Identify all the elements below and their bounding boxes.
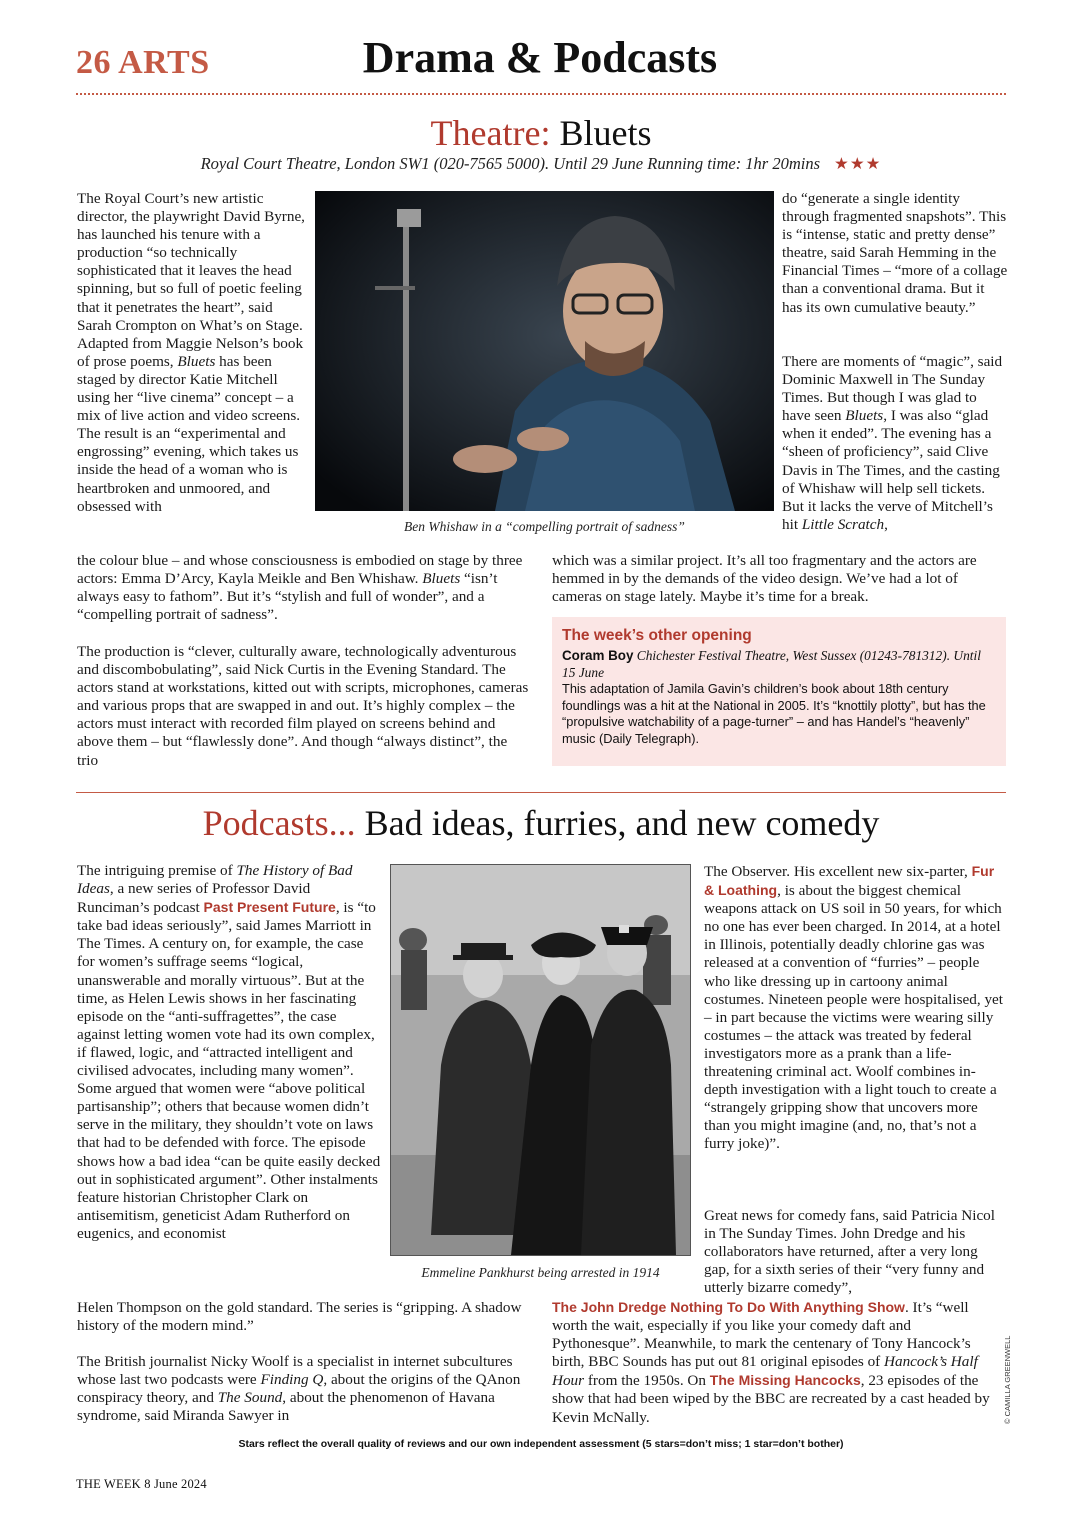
theatre-photo xyxy=(315,191,774,511)
section-divider xyxy=(76,792,1006,793)
pankhurst-arrest-photo xyxy=(391,865,690,1255)
podcasts-kicker: Podcasts... xyxy=(202,803,356,843)
theatre-col-left-lower: The production is “clever, culturally aware, technologically adventurous and discombobulating”, said Nick Curtis in the Evening Standard. The actors stand at workstations, kitted out with scripts, microphones, cameras and various props that are swapped in and out. It’s highly complex – the actors must interact with recorded film played on screens behind and above them – but “flawlessly done”. And though “always distinct”, the trio xyxy=(77,643,529,769)
theatre-photo-caption: Ben Whishaw in a “compelling portrait of sadness” xyxy=(404,519,685,534)
theatre-col-left: The Royal Court’s new artistic director, the playwright David Byrne, has launched his tenure with a production “so technically sophisticated that it leaves the head spinning, but so full of poetic feeling that it penetrates the heart”, said Sarah Crompton on What’s on Stage. Adapted from Maggie Nelson’s book of prose poems, Bluets has been staged by director Katie Mitchell using her “live cinema” concept – a mix of live action and video screens. The result is an “experimental and engrossing” evening, which takes us inside the head of a woman who is heartbroken and unmoored, and obsessed with xyxy=(77,190,305,515)
podcasts-title: Bad ideas, furries, and new comedy xyxy=(355,803,880,843)
podcasts-headline xyxy=(76,802,1006,844)
theatre-venue-details: Royal Court Theatre, London SW1 (020-7565 5000). Until 29 June Running time: 1hr 20mins xyxy=(200,154,821,173)
theatre-details xyxy=(76,154,1006,174)
theatre-kicker: Theatre: xyxy=(430,113,551,153)
other-opening-listing xyxy=(562,647,996,681)
stars-note: Stars reflect the overall quality of reviews and our own independent assessment (5 stars=don’t miss; 1 star=don’t bother) xyxy=(238,1438,844,1450)
theatre-col-right: do “generate a single identity through fragmented snapshots”. This is “intense, static and pretty dense” theatre, said Sarah Hemming in the Financial Times – “more of a collage than a conventional drama. But it has its own cumulative beauty.” xyxy=(782,190,1008,316)
link-john-dredge[interactable]: The John Dredge Nothing To Do With Anything Show xyxy=(552,1299,905,1315)
link-fur-loathing[interactable]: Fur & Loathing xyxy=(704,863,995,899)
link-past-present-future[interactable]: Past Present Future xyxy=(203,899,336,916)
theatre-headline xyxy=(76,112,1006,154)
other-opening-box xyxy=(552,617,1006,766)
podcast-photo-caption: Emmeline Pankhurst being arrested in 1914 xyxy=(421,1265,660,1280)
rating-stars: ★★★ xyxy=(834,154,882,173)
theatre-col-right-lower: There are moments of “magic”, said Dominic Maxwell in The Sunday Times. But though I was glad to have seen Bluets, I was also “glad when it ended”. The evening has a “sheen of proficiency”, said Clive Davis in The Times, and the casting of Whishaw will help sell tickets. But it lacks the verve of Mitchell’s hit Little Scratch, xyxy=(782,353,1003,533)
page-footer: THE WEEK 8 June 2024 xyxy=(76,1477,207,1491)
podcasts-col-left-lower: The British journalist Nicky Woolf is a specialist in internet subcultures whose last two podcasts were Finding Q, about the origins of the QAnon conspiracy theory, and The Sound, about the phenomenon of Havana syndrome, said Miranda Sawyer in xyxy=(77,1353,521,1425)
photo-credit: © CAMILLA GREENWELL xyxy=(1003,1335,1012,1424)
other-opening-show: Coram Boy xyxy=(562,648,634,663)
header-rule xyxy=(76,93,1006,95)
section-title: Drama & Podcasts xyxy=(362,33,718,82)
ben-whishaw-photo xyxy=(315,191,774,511)
podcasts-col-right: The Observer. His excellent new six-parter, Fur & Loathing, is about the biggest chemical weapons attack on US soil in 50 years, for which no one has ever been charged. In 2014, at a hotel in Illinois, potentially deadly chlorine gas was released at a convention of “furries” – people who like dressing up in cartoony animal costumes. Nineteen people were hospitalised, yet – in part because the victims were wearing silly costumes – the attack was treated by federal investigators more as a prank than a life-threatening criminal act. Woolf combines in-depth investigation with a light touch to create a “strangely gripping show that uncovers more than you might imagine (and, no, that’s not a furry joke)”. xyxy=(704,863,1004,1153)
podcasts-col-left: The intriguing premise of The History of Bad Ideas, a new series of Professor David Runciman’s podcast Past Present Future, is “to take bad ideas seriously”, said James Marriott in The Times. A century on, for example, the case for women’s suffrage seems “logical, unanswerable and morally virtuous”. But at the time, as Helen Lewis shows in her fascinating episode on the “anti-suffragettes”, the case against letting women vote had its own complex, if flawed, logic, and “attracted intelligent and civilised advocates, including many women”. Some argued that women were “above political partisanship”; others that because women didn’t serve in the military, they shouldn’t vote on laws that had to be defended with force. The episode shows how a bad idea “can be quite easily decked out in sophisticated argument”. Other instalments feature historian Christopher Clark on antisemitism, geneticist Adam Rutherford on eugenics, and economist xyxy=(77,862,381,1242)
podcast-photo xyxy=(390,864,691,1256)
other-opening-venue: Chichester Festival Theatre, West Sussex (01243-781312). Until 15 June xyxy=(562,648,981,680)
link-missing-hancocks[interactable]: The Missing Hancocks xyxy=(709,1372,861,1389)
other-opening-heading: The week’s other opening xyxy=(562,627,752,644)
podcasts-col-right-wide: The John Dredge Nothing To Do With Anything Show. It’s “well worth the wait, especially if you like your comedy daft and Pythonesque”. Meanwhile, to mark the centenary of Tony Hancock’s birth, BBC Sounds has put out 81 original episodes of Hancock’s Half Hour from the 1950s. On The Missing Hancocks, 23 episodes of the show that had been wiped by the BBC are recreated by a cast headed by Kevin McNally. xyxy=(552,1299,990,1426)
other-opening-text: This adaptation of Jamila Gavin’s children’s book about 18th century foundlings was a hit at the National in 2005. It’s “knottily plotty”, but has the “propulsive watchability of a page-turner” – and has Handel’s “heavenly” music (Daily Telegraph). xyxy=(562,681,986,746)
podcasts-col-right-lower: Great news for comedy fans, said Patricia Nicol in The Sunday Times. John Dredge and his collaborators have returned, after a very long gap, for a sixth series of their “very funny and utterly bizarre comedy”, xyxy=(704,1207,995,1297)
page-number: 26 ARTS xyxy=(76,44,210,81)
podcasts-col-left-wide: Helen Thompson on the gold standard. The series is “gripping. A shadow history of the modern mind.” xyxy=(77,1299,522,1335)
theatre-col-left-wide: the colour blue – and whose consciousness is embodied on stage by three actors: Emma D’Arcy, Kayla Meikle and Ben Whishaw. Bluets “isn’t always easy to fathom”. But it’s “stylish and full of wonder”, and a “compelling portrait of sadness”. xyxy=(77,552,523,624)
theatre-title: Bluets xyxy=(550,113,652,153)
theatre-col-right-wide: which was a similar project. It’s all too fragmentary and the actors are hemmed in by the demands of the video design. We’ve had a lot of cameras on stage lately. Maybe it’s time for a break. xyxy=(552,552,977,606)
